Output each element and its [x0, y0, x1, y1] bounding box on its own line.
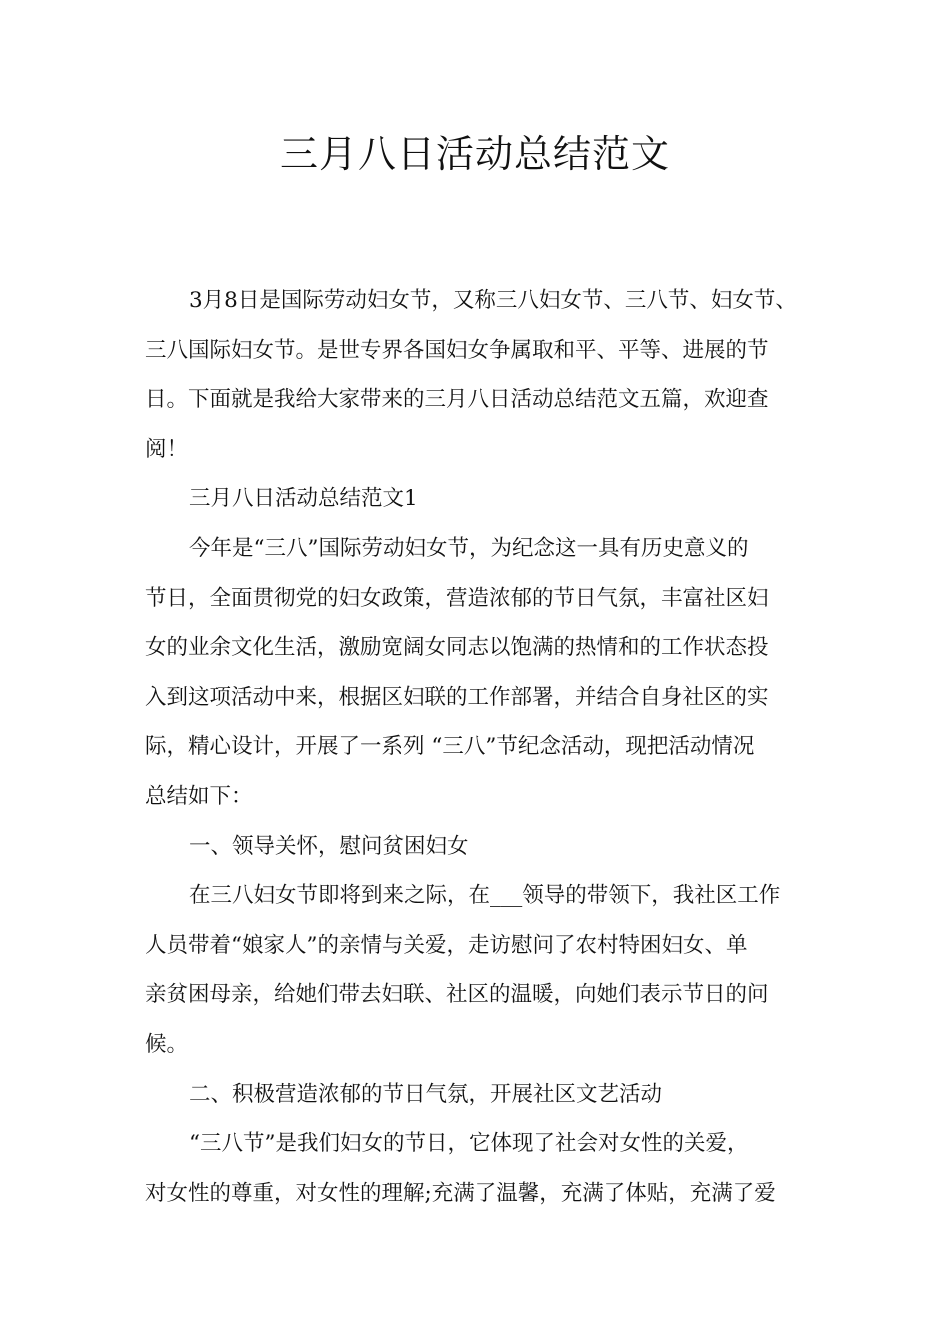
- text-line: “三八节”是我们妇女的节日，它体现了社会对女性的关爱，: [189, 1131, 749, 1157]
- body-paragraph: [145, 1119, 815, 1218]
- text-line: 在三八妇女节即将到来之际，在___领导的带领下，我社区工作: [189, 883, 781, 909]
- section-heading-1: [145, 474, 815, 524]
- text-line: 一、领导关怀，慰问贫困妇女: [189, 833, 469, 859]
- body-paragraph: [145, 524, 815, 822]
- text-line: 今年是“三八”国际劳动妇女节，为纪念这一具有历史意义的: [189, 535, 749, 561]
- text-line: 三八国际妇女节。是世专界各国妇女争属取和平、平等、进展的节: [145, 337, 769, 363]
- intro-paragraph: [145, 276, 815, 474]
- text-line: 二、积极营造浓郁的节日气氛，开展社区文艺活动: [189, 1081, 663, 1107]
- text-line: 对女性的尊重，对女性的理解;充满了温馨，充满了体贴，充满了爱: [145, 1180, 776, 1206]
- document-body: [145, 276, 815, 1218]
- text-line: 节日，全面贯彻党的妇女政策，营造浓郁的节日气氛，丰富社区妇: [145, 585, 769, 611]
- text-line: 阅！: [145, 436, 189, 462]
- text-line: 入到这项活动中来，根据区妇联的工作部署，并结合自身社区的实: [145, 684, 769, 710]
- text-line: 亲贫困母亲，给她们带去妇联、社区的温暖，向她们表示节日的问: [145, 982, 769, 1008]
- body-paragraph: [145, 871, 815, 1069]
- subheading-2: [145, 1070, 815, 1120]
- text-line: 日。下面就是我给大家带来的三月八日活动总结范文五篇，欢迎查: [145, 387, 769, 413]
- document-title: 三月八日活动总结范文: [279, 132, 670, 176]
- text-line: 际，精心设计，开展了一系列 “三八”节纪念活动，现把活动情况: [145, 734, 755, 760]
- text-line: 候。: [145, 1031, 189, 1057]
- text-line: 女的业余文化生活，激励宽阔女同志以饱满的热情和的工作状态投: [145, 635, 769, 661]
- text-line: 三月八日活动总结范文1: [189, 486, 418, 512]
- text-line: 人员带着“娘家人”的亲情与关爱，走访慰问了农村特困妇女、单: [145, 932, 748, 958]
- text-line: 总结如下：: [145, 783, 253, 809]
- text-line: 3月8日是国际劳动妇女节，又称三八妇女节、三八节、妇女节、: [189, 288, 797, 313]
- subheading-1: [145, 822, 815, 872]
